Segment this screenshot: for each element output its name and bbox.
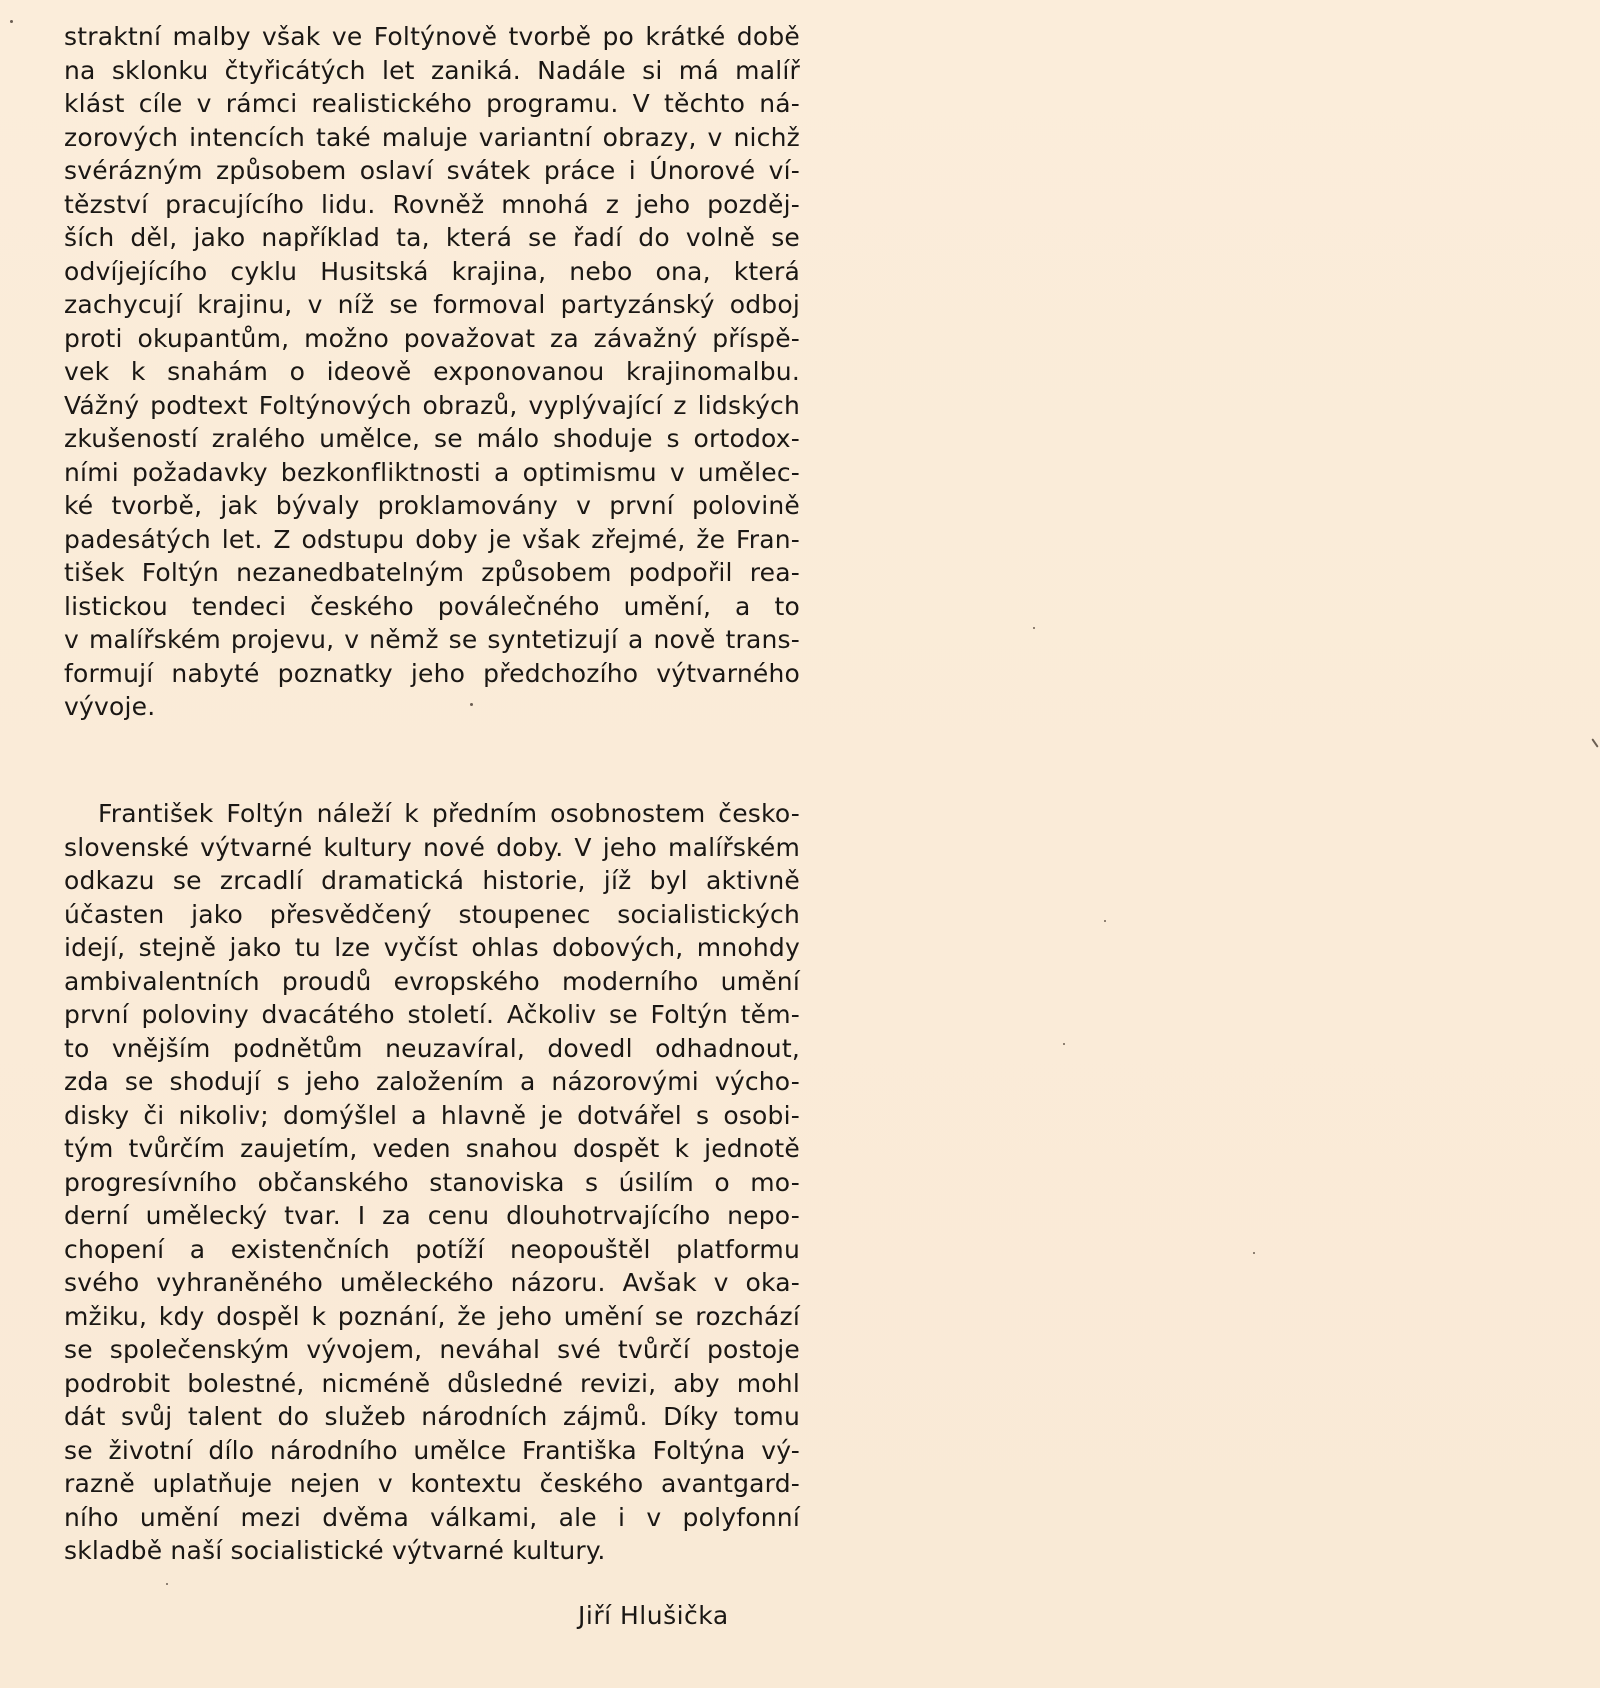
text-line: tězství pracujícího lidu. Rovněž mnohá z jeho pozděj- bbox=[64, 189, 800, 219]
paper-speck bbox=[10, 20, 13, 23]
text-line: padesátých let. Z odstupu doby je však zřejmé, že Fran- bbox=[64, 524, 800, 554]
paper-speck bbox=[1591, 738, 1598, 747]
text-line: svérázným způsobem oslaví svátek práce i Únorové ví- bbox=[64, 156, 800, 185]
text-line: zkušeností zralého umělce, se málo shoduje s ortodox- bbox=[64, 424, 800, 453]
text-line: podrobit bolestné, nicméně důsledné revizi, aby mohl bbox=[64, 1368, 800, 1398]
text-line: formují nabyté poznatky jeho předchozího výtvarného bbox=[64, 658, 800, 688]
text-line: to vnějším podnětům neuzavíral, dovedl odhadnout, bbox=[64, 1033, 800, 1063]
text-line: první poloviny dvacátého století. Ačkoliv se Foltýn těm- bbox=[64, 1000, 800, 1029]
paper-speck bbox=[1033, 627, 1035, 629]
text-line: ního umění mezi dvěma válkami, ale i v polyfonní bbox=[64, 1502, 800, 1532]
text-line: vývoje. bbox=[64, 692, 156, 721]
paper-speck bbox=[166, 1583, 168, 1585]
paper-speck bbox=[1063, 1043, 1065, 1045]
text-line: ambivalentních proudů evropského moderního umění bbox=[64, 966, 800, 996]
text-line: účasten jako přesvědčený stoupenec socialistických bbox=[64, 899, 800, 929]
text-line: vek k snahám o ideově exponovanou krajinomalbu. bbox=[64, 357, 800, 386]
text-line: razně uplatňuje nejen v kontextu českého avantgard- bbox=[64, 1469, 800, 1498]
text-line: dát svůj talent do služeb národních zájmů. Díky tomu bbox=[64, 1402, 800, 1431]
text-line: se společenským vývojem, neváhal své tvůrčí postoje bbox=[64, 1335, 800, 1364]
text-line: odkazu se zrcadlí dramatická historie, jíž byl aktivně bbox=[64, 866, 800, 895]
text-line: mžiku, kdy dospěl k poznání, že jeho umění se rozchází bbox=[64, 1301, 800, 1331]
text-line: zorových intencích také maluje variantní obrazy, v nichž bbox=[64, 122, 800, 152]
text-line: idejí, stejně jako tu lze vyčíst ohlas dobových, mnohdy bbox=[64, 933, 800, 962]
text-line: tým tvůrčím zaujetím, veden snahou dospět k jednotě bbox=[64, 1134, 800, 1163]
text-line: odvíjejícího cyklu Husitská krajina, nebo ona, která bbox=[64, 256, 800, 286]
text-line: skladbě naší socialistické výtvarné kultury. bbox=[64, 1536, 606, 1565]
text-line: zda se shodují s jeho založením a názorovými výcho- bbox=[64, 1067, 800, 1096]
text-line: na sklonku čtyřicátých let zaniká. Nadále si má malíř bbox=[64, 55, 800, 85]
text-line: ké tvorbě, jak bývaly proklamovány v první polovině bbox=[64, 491, 800, 520]
paper-speck bbox=[470, 703, 473, 706]
text-line: klást cíle v rámci realistického programu. V těchto ná- bbox=[64, 89, 800, 118]
text-line: svého vyhraněného uměleckého názoru. Avšak v oka- bbox=[64, 1268, 800, 1297]
author-signature: Jiří Hlušička bbox=[578, 1601, 729, 1630]
paper-speck bbox=[1104, 920, 1106, 922]
text-line: zachycují krajinu, v níž se formoval partyzánský odboj bbox=[64, 290, 800, 319]
paper-speck bbox=[1253, 1252, 1255, 1254]
text-line: tišek Foltýn nezanedbatelným způsobem podpořil rea- bbox=[64, 558, 800, 587]
text-line: derní umělecký tvar. I za cenu dlouhotrvajícího nepo- bbox=[64, 1201, 800, 1230]
text-line: v malířském projevu, v němž se syntetizují a nově trans- bbox=[64, 625, 800, 654]
text-line: František Foltýn náleží k předním osobnostem česko- bbox=[98, 799, 800, 828]
text-line: ších děl, jako například ta, která se řadí do volně se bbox=[64, 223, 800, 252]
text-line: proti okupantům, možno považovat za závažný příspě- bbox=[64, 323, 800, 353]
text-line: Vážný podtext Foltýnových obrazů, vyplývající z lidských bbox=[64, 390, 800, 420]
paragraph-2 bbox=[64, 797, 800, 1568]
paragraph-1 bbox=[64, 20, 800, 724]
text-line: progresívního občanského stanoviska s úsilím o mo- bbox=[64, 1167, 800, 1197]
text-line: disky či nikoliv; domýšlel a hlavně je dotvářel s osobi- bbox=[64, 1100, 800, 1130]
text-line: slovenské výtvarné kultury nové doby. V jeho malířském bbox=[64, 832, 800, 862]
text-line: ními požadavky bezkonfliktnosti a optimismu v umělec- bbox=[64, 457, 800, 487]
text-line: se životní dílo národního umělce Františka Foltýna vý- bbox=[64, 1435, 800, 1465]
text-line: listickou tendeci českého poválečného umění, a to bbox=[64, 591, 800, 621]
text-line: straktní malby však ve Foltýnově tvorbě po krátké době bbox=[64, 22, 800, 51]
text-line: chopení a existenčních potíží neopouštěl platformu bbox=[64, 1234, 800, 1264]
